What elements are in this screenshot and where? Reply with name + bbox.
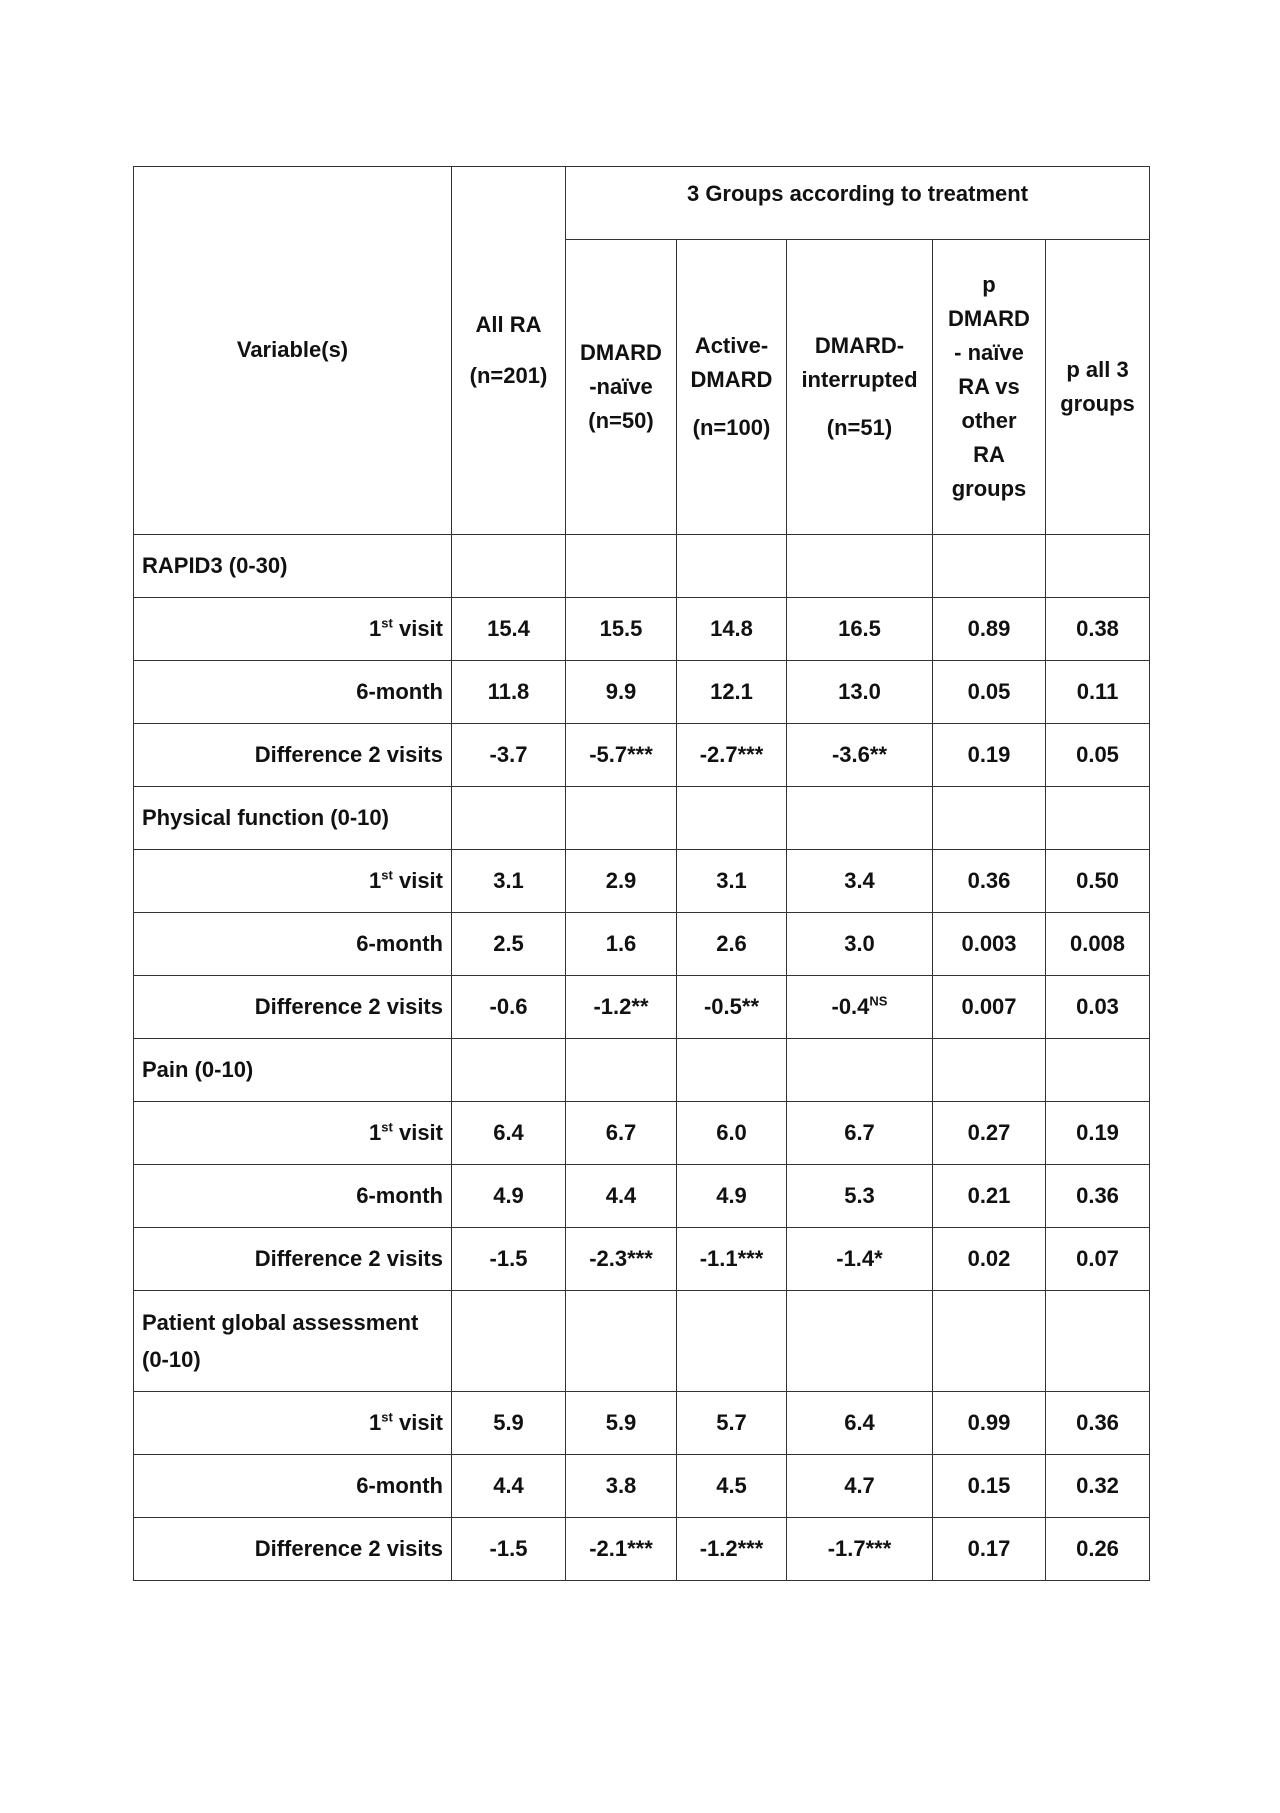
value-cell <box>787 1102 933 1165</box>
empty-cell <box>566 535 677 598</box>
header-variable: Variable(s) <box>134 167 452 535</box>
value-cell <box>933 661 1046 724</box>
value-cell <box>566 1228 677 1291</box>
row-label-number: 1 <box>369 1409 382 1435</box>
section-title: Pain (0-10) <box>134 1039 452 1102</box>
value-text: 0.26 <box>1076 1535 1119 1561</box>
value-cell <box>1046 661 1150 724</box>
value-cell <box>787 850 933 913</box>
value-text: 6.4 <box>844 1409 875 1435</box>
row-label-text: 6-month <box>356 1182 443 1208</box>
value-cell <box>677 724 787 787</box>
value-cell <box>933 976 1046 1039</box>
value-text: -3.6** <box>831 741 888 767</box>
value-cell <box>787 661 933 724</box>
empty-cell <box>452 1291 566 1392</box>
value-cell <box>677 1392 787 1455</box>
value-cell <box>933 1165 1046 1228</box>
row-label-superscript: st <box>381 867 393 883</box>
value-text: 0.36 <box>1076 1409 1119 1435</box>
value-cell <box>1046 850 1150 913</box>
row-label-text: 6-month <box>356 678 443 704</box>
value-cell <box>566 850 677 913</box>
value-text: 0.89 <box>967 615 1011 641</box>
value-cell <box>452 1392 566 1455</box>
value-text: 0.36 <box>967 867 1011 893</box>
value-cell <box>566 598 677 661</box>
row-label-text: Difference 2 visits <box>254 1245 443 1271</box>
value-text: 0.05 <box>967 678 1011 704</box>
value-text: 0.21 <box>967 1182 1011 1208</box>
value-cell <box>1046 1455 1150 1518</box>
value-cell <box>452 850 566 913</box>
value-text: -0.4 <box>831 993 870 1019</box>
value-text: -1.2** <box>593 993 649 1019</box>
value-text: 4.9 <box>493 1182 524 1208</box>
value-text: -5.7*** <box>589 741 653 767</box>
value-text: -2.1*** <box>589 1535 653 1561</box>
header-active-dmard: Active- DMARD (n=100) <box>677 240 787 535</box>
value-text: 6.0 <box>716 1119 747 1145</box>
header-p-naive-vs-other: p DMARD - naïve RA vs other RA groups <box>933 240 1046 535</box>
value-text: -1.7*** <box>827 1535 892 1561</box>
value-text: -0.6 <box>489 993 528 1019</box>
value-text: 0.50 <box>1076 867 1119 893</box>
value-cell <box>787 598 933 661</box>
value-cell <box>566 1518 677 1581</box>
row-label-text: 6-month <box>356 930 443 956</box>
value-cell <box>566 1392 677 1455</box>
value-text: 5.9 <box>605 1409 637 1435</box>
value-cell <box>933 913 1046 976</box>
header-dmard-naive: DMARD -naïve (n=50) <box>566 240 677 535</box>
value-text: 0.99 <box>967 1409 1011 1435</box>
ns-marker: NS <box>869 993 888 1009</box>
value-text: 1.6 <box>605 930 637 956</box>
value-text: 11.8 <box>487 678 530 704</box>
value-text: 4.4 <box>605 1182 637 1208</box>
value-cell <box>787 1165 933 1228</box>
value-text: 13.0 <box>838 678 881 704</box>
value-cell <box>566 976 677 1039</box>
row-label-text: visit <box>392 615 443 641</box>
value-cell <box>566 724 677 787</box>
table-row <box>134 976 1150 1039</box>
empty-cell <box>677 1039 787 1102</box>
value-cell <box>933 1518 1046 1581</box>
row-label <box>134 976 452 1039</box>
value-text: 15.5 <box>599 615 643 641</box>
value-cell <box>933 1228 1046 1291</box>
value-text: 0.27 <box>967 1119 1011 1145</box>
value-cell <box>566 913 677 976</box>
value-text: 9.9 <box>605 678 637 704</box>
value-text: 0.07 <box>1076 1245 1119 1271</box>
value-text: 3.8 <box>605 1472 637 1498</box>
empty-cell <box>787 1291 933 1392</box>
value-text: 3.1 <box>493 867 524 893</box>
table-row <box>134 1102 1150 1165</box>
value-text: 3.4 <box>844 867 875 893</box>
value-cell <box>1046 976 1150 1039</box>
value-text: -3.7 <box>489 741 528 767</box>
value-text: 12.1 <box>710 678 753 704</box>
value-cell <box>677 913 787 976</box>
value-cell <box>566 1102 677 1165</box>
empty-cell <box>787 1039 933 1102</box>
value-cell <box>787 1392 933 1455</box>
table-row <box>134 661 1150 724</box>
row-label <box>134 724 452 787</box>
value-text: 16.5 <box>838 615 881 641</box>
row-label-superscript: st <box>381 615 393 631</box>
value-cell <box>677 1228 787 1291</box>
empty-cell <box>933 787 1046 850</box>
value-text: 0.11 <box>1076 678 1119 704</box>
value-text: 0.19 <box>1076 1119 1119 1145</box>
section-row <box>134 1039 1150 1102</box>
table-row <box>134 1392 1150 1455</box>
value-cell <box>452 1165 566 1228</box>
value-cell <box>677 598 787 661</box>
row-label-text: Difference 2 visits <box>254 1535 443 1561</box>
value-text: 0.003 <box>961 930 1017 956</box>
row-label <box>134 850 452 913</box>
section-title: Patient global assessment (0-10) <box>134 1291 452 1392</box>
value-text: 6.7 <box>605 1119 637 1145</box>
empty-cell <box>677 787 787 850</box>
value-cell <box>452 1102 566 1165</box>
value-cell <box>1046 1392 1150 1455</box>
value-text: 4.7 <box>844 1472 875 1498</box>
value-cell <box>933 1455 1046 1518</box>
value-text: -1.5 <box>489 1245 528 1271</box>
value-text: 0.38 <box>1076 615 1119 641</box>
value-cell <box>677 1102 787 1165</box>
value-text: 6.7 <box>844 1119 875 1145</box>
table-row <box>134 1455 1150 1518</box>
value-text: 0.008 <box>1069 930 1126 956</box>
value-cell <box>566 1165 677 1228</box>
value-cell <box>787 1518 933 1581</box>
value-cell <box>787 1228 933 1291</box>
value-text: 0.15 <box>967 1472 1011 1498</box>
value-cell <box>933 850 1046 913</box>
section-title: RAPID3 (0-30) <box>134 535 452 598</box>
value-text: 0.19 <box>967 741 1011 767</box>
table-row <box>134 598 1150 661</box>
value-cell <box>677 1455 787 1518</box>
value-text: -1.2*** <box>699 1535 764 1561</box>
table-row <box>134 724 1150 787</box>
value-text: -2.7*** <box>699 741 764 767</box>
value-cell <box>452 598 566 661</box>
row-label-text: Difference 2 visits <box>254 993 443 1019</box>
empty-cell <box>787 787 933 850</box>
value-cell <box>677 661 787 724</box>
value-cell <box>1046 598 1150 661</box>
value-cell <box>452 976 566 1039</box>
value-cell <box>452 1455 566 1518</box>
row-label-text: visit <box>392 1119 443 1145</box>
value-cell <box>1046 1228 1150 1291</box>
empty-cell <box>1046 787 1150 850</box>
empty-cell <box>452 535 566 598</box>
value-text: 0.007 <box>961 993 1017 1019</box>
value-text: 14.8 <box>710 615 753 641</box>
value-text: 4.9 <box>716 1182 747 1208</box>
value-cell <box>933 1102 1046 1165</box>
section-row <box>134 787 1150 850</box>
value-cell <box>1046 1165 1150 1228</box>
row-label-text: Difference 2 visits <box>254 741 443 767</box>
empty-cell <box>933 1291 1046 1392</box>
row-label <box>134 913 452 976</box>
value-text: 5.7 <box>716 1409 747 1435</box>
value-cell <box>1046 724 1150 787</box>
empty-cell <box>566 1291 677 1392</box>
value-cell <box>787 724 933 787</box>
empty-cell <box>452 787 566 850</box>
empty-cell <box>677 535 787 598</box>
row-label <box>134 598 452 661</box>
value-cell <box>452 1518 566 1581</box>
empty-cell <box>1046 1039 1150 1102</box>
table-row <box>134 913 1150 976</box>
value-cell <box>452 913 566 976</box>
value-text: -1.5 <box>489 1535 528 1561</box>
value-text: 6.4 <box>493 1119 524 1145</box>
table-row <box>134 1165 1150 1228</box>
header-p-all-groups: p all 3 groups <box>1046 240 1150 535</box>
value-cell <box>452 661 566 724</box>
row-label <box>134 1102 452 1165</box>
empty-cell <box>933 535 1046 598</box>
table-row <box>134 1228 1150 1291</box>
row-label-superscript: st <box>381 1119 393 1135</box>
value-cell <box>933 598 1046 661</box>
row-label-number: 1 <box>369 615 382 641</box>
value-cell <box>933 1392 1046 1455</box>
header-group-title: 3 Groups according to treatment <box>566 167 1150 240</box>
row-label-text: 6-month <box>356 1472 443 1498</box>
value-text: 4.5 <box>716 1472 747 1498</box>
table-row <box>134 850 1150 913</box>
value-cell <box>787 913 933 976</box>
value-cell <box>452 1228 566 1291</box>
value-text: 0.32 <box>1076 1472 1119 1498</box>
value-text: -2.3*** <box>589 1245 653 1271</box>
empty-cell <box>452 1039 566 1102</box>
row-label <box>134 661 452 724</box>
value-text: 0.02 <box>967 1245 1011 1271</box>
row-label <box>134 1455 452 1518</box>
row-label <box>134 1392 452 1455</box>
row-label-number: 1 <box>369 867 382 893</box>
value-cell <box>452 724 566 787</box>
empty-cell <box>566 1039 677 1102</box>
value-cell <box>933 724 1046 787</box>
value-text: 4.4 <box>493 1472 524 1498</box>
value-text: 15.4 <box>487 615 530 641</box>
section-title: Physical function (0-10) <box>134 787 452 850</box>
value-cell <box>787 976 933 1039</box>
row-label-text: visit <box>392 867 443 893</box>
row-label-text: visit <box>392 1409 443 1435</box>
table-row <box>134 1518 1150 1581</box>
value-text: 2.5 <box>493 930 524 956</box>
value-text: -0.5** <box>703 993 760 1019</box>
value-text: 3.0 <box>844 930 875 956</box>
value-cell <box>787 1455 933 1518</box>
row-label <box>134 1518 452 1581</box>
value-text: 5.3 <box>844 1182 875 1208</box>
empty-cell <box>787 535 933 598</box>
value-cell <box>566 1455 677 1518</box>
value-text: 2.9 <box>605 867 637 893</box>
value-cell <box>1046 913 1150 976</box>
value-text: -1.4* <box>836 1245 883 1271</box>
value-text: 0.17 <box>967 1535 1011 1561</box>
empty-cell <box>1046 1291 1150 1392</box>
row-label-superscript: st <box>381 1409 393 1425</box>
value-cell <box>677 850 787 913</box>
value-text: 3.1 <box>716 867 747 893</box>
value-text: -1.1*** <box>699 1245 764 1271</box>
value-cell <box>1046 1518 1150 1581</box>
value-text: 2.6 <box>716 930 747 956</box>
empty-cell <box>933 1039 1046 1102</box>
empty-cell <box>1046 535 1150 598</box>
empty-cell <box>566 787 677 850</box>
value-text: 0.03 <box>1076 993 1119 1019</box>
row-label <box>134 1165 452 1228</box>
results-table <box>133 166 1150 1581</box>
value-text: 0.36 <box>1076 1182 1119 1208</box>
row-label-number: 1 <box>369 1119 382 1145</box>
section-row <box>134 1291 1150 1392</box>
value-cell <box>677 1518 787 1581</box>
header-dmard-interrupted: DMARD- interrupted (n=51) <box>787 240 933 535</box>
value-text: 0.05 <box>1076 741 1119 767</box>
value-cell <box>677 1165 787 1228</box>
section-row <box>134 535 1150 598</box>
empty-cell <box>677 1291 787 1392</box>
value-cell <box>566 661 677 724</box>
value-text: 5.9 <box>493 1409 524 1435</box>
header-all-ra: All RA (n=201) <box>452 167 566 535</box>
value-cell <box>677 976 787 1039</box>
value-cell <box>1046 1102 1150 1165</box>
row-label <box>134 1228 452 1291</box>
